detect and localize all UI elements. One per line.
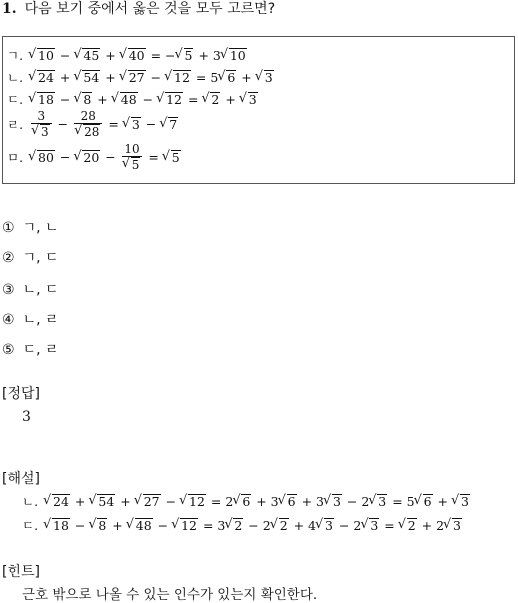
sqrt: √ 10 (29, 48, 55, 64)
sqrt: √ 7 (160, 117, 178, 133)
sqrt: √ 45 (74, 48, 100, 64)
sqrt: √ 12 (165, 70, 191, 86)
fraction: 3 √ 3 (31, 110, 52, 140)
sqrt: √ 18 (29, 92, 55, 108)
hint-text: 근호 밖으로 나올 수 있는 인수가 있는지 확인한다. (22, 587, 318, 603)
sqrt: √ 48 (112, 92, 138, 108)
choice-3[interactable]: ③ ㄴ, ㄷ (2, 282, 59, 298)
sqrt: √ 2 (202, 92, 220, 108)
answer-heading: [정답] (2, 386, 40, 402)
sqrt: √ 20 (74, 150, 100, 166)
sqrt: √ 24 (29, 70, 55, 86)
explanation-heading: [해설] (2, 471, 40, 487)
statement-label: ㄷ. (7, 92, 24, 107)
statement-label: ㄹ. (7, 116, 24, 132)
sqrt: √ 12 (157, 92, 183, 108)
sqrt: √ 3 (240, 92, 258, 108)
statement-a: ㄱ. √ 10 − √ 45 + √ 40 = −√ 5 + 3√ 10 (7, 48, 248, 64)
sqrt: √ 5 (163, 150, 181, 166)
sqrt: √ 8 (74, 92, 92, 108)
sqrt: √ 40 (120, 48, 146, 64)
sqrt: √ 10 (221, 48, 247, 64)
choice-2[interactable]: ② ㄱ, ㄷ (2, 250, 59, 266)
fraction: 28 √ 28 (74, 110, 102, 140)
statement-d: ㄹ. 3 √ 3 − 28 √ 28 = √ 3 − √ 7 (7, 110, 179, 140)
statement-label: ㄴ. (7, 70, 24, 85)
sqrt: √ 54 (74, 70, 100, 86)
hint-heading: [힌트] (2, 564, 40, 580)
question-number: 1. (2, 1, 17, 17)
choice-5[interactable]: ⑤ ㄷ, ㄹ (2, 342, 59, 358)
sqrt: √ 5 (176, 48, 194, 64)
statement-c: ㄷ. √ 18 − √ 8 + √ 48 − √ 12 = √ 2 + √ 3 (7, 92, 259, 108)
statement-e: ㅁ. √ 80 − √ 20 − 10 √ 5 = √ 5 (7, 143, 182, 173)
sqrt: √ 27 (120, 70, 146, 86)
answer-value: 3 (22, 409, 31, 425)
sqrt: √ 6 (218, 70, 236, 86)
sqrt: √ 3 (256, 70, 274, 86)
choice-1[interactable]: ① ㄱ, ㄴ (2, 220, 59, 236)
explanation-line-1: ㄴ. √ 24 + √ 54 + √ 27 − √ 12 = 2√ 6 + 3√ 6 + 3√ 3 − 2√ 3 = 5√ 6 + √ 3 (22, 492, 471, 510)
sqrt: √ 80 (29, 150, 55, 166)
statement-label: ㅁ. (7, 149, 24, 165)
explanation-line-2: ㄷ. √ 18 − √ 8 + √ 48 − √ 12 = 3√ 2 − 2√ 2 + 4√ 3 − 2√ 3 = √ 2 + 2√ 3 (22, 516, 463, 534)
question-text: 다음 보기 중에서 옳은 것을 모두 고르면? (24, 1, 276, 17)
statement-label: ㄱ. (7, 48, 24, 63)
sqrt: √ 3 (123, 117, 141, 133)
statement-b: ㄴ. √ 24 + √ 54 + √ 27 − √ 12 = 5√ 6 + √ 3 (7, 70, 275, 86)
question-title (2, 0, 275, 18)
fraction: 10 √ 5 (122, 143, 143, 173)
choice-4[interactable]: ④ ㄴ, ㄹ (2, 312, 59, 328)
statements-box (2, 36, 515, 184)
